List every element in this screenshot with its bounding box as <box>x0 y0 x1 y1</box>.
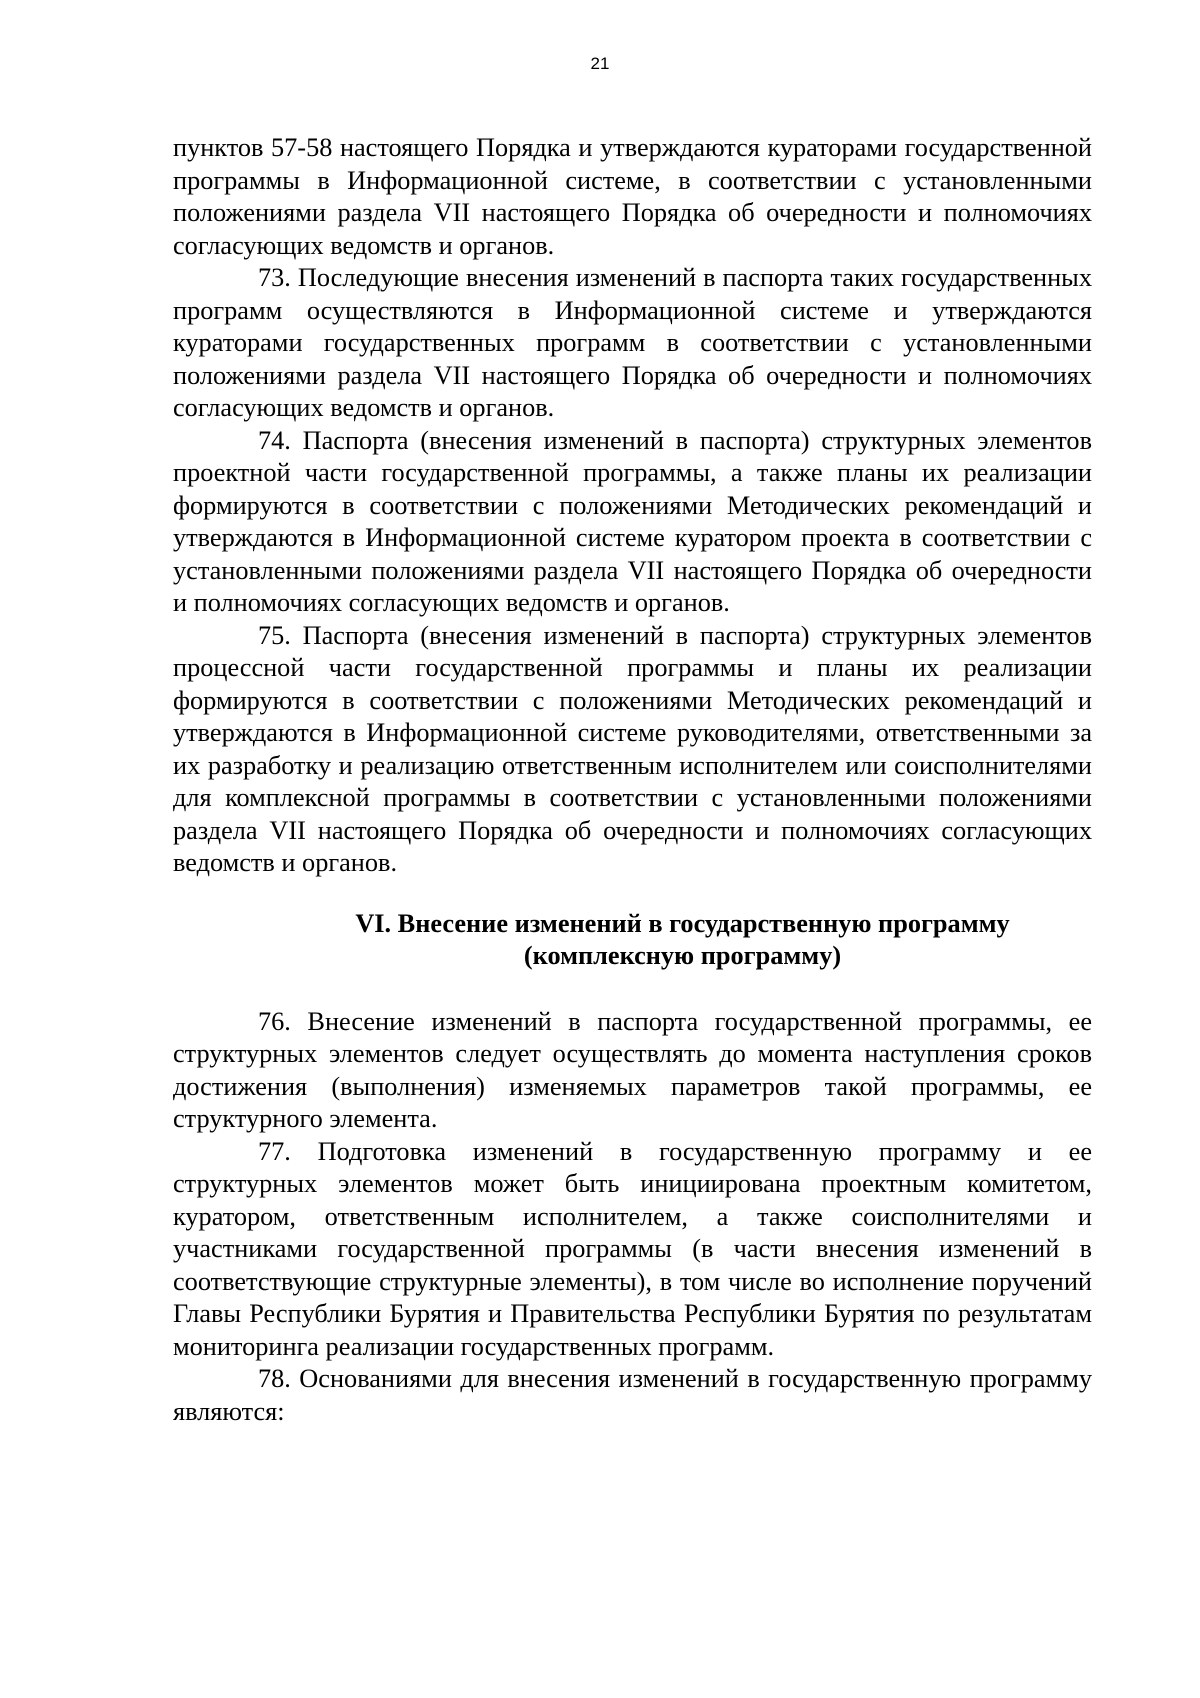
document-body <box>173 132 1092 1428</box>
paragraph-77: 77. Подготовка изменений в государственную программу и ее структурных элементов может быть инициирована проектным комитетом, куратором, ответственным исполнителем, а также соисполнителями и участниками государственной программы (в части внесения изменений в соответствующие структурные элементы), в том числе во исполнение поручений Главы Республики Бурятия и Правительства Республики Бурятия по результатам мониторинга реализации государственных программ. <box>173 1136 1092 1361</box>
section-heading-line-2: (комплексную программу) <box>523 941 842 970</box>
page-number: 21 <box>590 54 610 73</box>
section-heading-line-1: VI. Внесение изменений в государственную программу <box>355 908 1010 938</box>
section-heading <box>173 908 1092 973</box>
paragraph-continuation: пунктов 57-58 настоящего Порядка и утверждаются кураторами государственной программы в Информационной системе, в соответствии с установленными положениями раздела VII настоящего Порядка об очередности и полномочиях согласующих ведомств и органов. <box>173 133 1092 260</box>
paragraph-78: 78. Основаниями для внесения изменений в государственную программу являются: <box>173 1364 1092 1426</box>
paragraph-73: 73. Последующие внесения изменений в паспорта таких государственных программ осуществляются в Информационной системе и утверждаются кураторами государственных программ в соответствии с установленными положениями раздела VII настоящего Порядка об очередности и полномочиях согласующих ведомств и органов. <box>173 263 1092 422</box>
paragraph-75: 75. Паспорта (внесения изменений в паспорта) структурных элементов процессной части государственной программы и планы их реализации формируются в соответствии с положениями Методических рекомендаций и утверждаются в Информационной системе руководителями, ответственными за их разработку и реализацию ответственным исполнителем или соисполнителями для комплексной программы в соответствии с установленными положениями раздела VII настоящего Порядка об очередности и полномочиях согласующих ведомств и органов. <box>173 620 1092 877</box>
paragraph-74: 74. Паспорта (внесения изменений в паспорта) структурных элементов проектной части государственной программы, а также планы их реализации формируются в соответствии с положениями Методических рекомендаций и утверждаются в Информационной системе куратором проекта в соответствии с установленными положениями раздела VII настоящего Порядка об очередности и полномочиях согласующих ведомств и органов. <box>173 425 1092 617</box>
paragraph-76: 76. Внесение изменений в паспорта государственной программы, ее структурных элементов следует осуществлять до момента наступления сроков достижения (выполнения) изменяемых параметров такой программы, ее структурного элемента. <box>173 1006 1092 1133</box>
